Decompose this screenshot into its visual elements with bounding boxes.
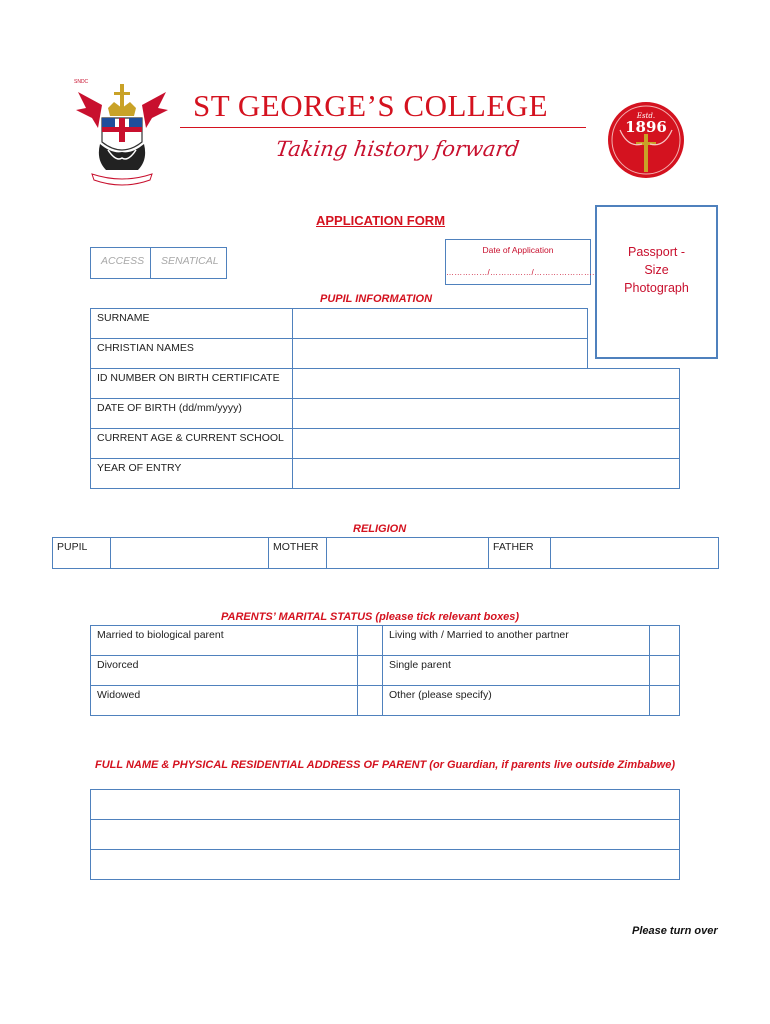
parent-address-heading: FULL NAME & PHYSICAL RESIDENTIAL ADDRESS OF PARENT (or Guardian, if parents live outside Zimbabwe) (94, 759, 675, 771)
access-option-senatical[interactable]: SENATICAL (161, 255, 219, 267)
religion-pupil-label: PUPIL (53, 538, 111, 569)
religion-mother-field[interactable] (327, 538, 489, 569)
college-motto: Taking history forward (274, 137, 521, 161)
marital-option-label: Living with / Married to another partner (383, 626, 650, 656)
table-row (91, 339, 588, 369)
date-of-birth-label: DATE OF BIRTH (dd/mm/yyyy) (91, 399, 293, 429)
form-title: APPLICATION FORM (316, 213, 446, 228)
college-name: ST GEORGE’S COLLEGE (193, 88, 549, 123)
id-number-label: ID NUMBER ON BIRTH CERTIFICATE (91, 369, 293, 399)
address-line-field[interactable] (91, 790, 680, 820)
seal-year: 1896 (625, 118, 667, 136)
table-row (91, 790, 680, 820)
parent-address-table (90, 789, 680, 880)
religion-father-label: FATHER (489, 538, 551, 569)
marital-checkbox[interactable] (650, 656, 680, 686)
table-row (91, 686, 680, 716)
address-line-field[interactable] (91, 820, 680, 850)
year-of-entry-field[interactable] (293, 459, 680, 489)
current-age-school-label: CURRENT AGE & CURRENT SCHOOL (91, 429, 293, 459)
access-type-selector (90, 247, 227, 279)
pupil-information-heading: PUPIL INFORMATION (320, 293, 433, 305)
please-turn-over-note: Please turn over (632, 925, 718, 937)
year-of-entry-label: YEAR OF ENTRY (91, 459, 293, 489)
marital-checkbox[interactable] (650, 686, 680, 716)
marital-option-label: Other (please specify) (383, 686, 650, 716)
date-of-application-box[interactable] (445, 239, 595, 285)
christian-names-label: CHRISTIAN NAMES (91, 339, 293, 369)
marital-option-label: Single parent (383, 656, 650, 686)
date-of-application-field[interactable]: ……………/……………/…………………. (446, 268, 595, 277)
date-of-birth-field[interactable] (293, 399, 680, 429)
religion-heading: RELIGION (353, 523, 407, 535)
seal-script: Estd. (636, 112, 656, 120)
photo-label-line-3: Photograph (624, 281, 689, 295)
table-row (91, 656, 680, 686)
passport-photo-box[interactable] (595, 205, 718, 359)
table-row (91, 850, 680, 880)
photo-label-line-1: Passport - (628, 245, 685, 259)
table-row (91, 626, 680, 656)
id-number-field[interactable] (293, 369, 680, 399)
religion-pupil-field[interactable] (111, 538, 269, 569)
marital-option-label: Divorced (91, 656, 358, 686)
table-row (53, 538, 719, 569)
crest-mark: SNDC (74, 79, 89, 85)
marital-checkbox[interactable] (358, 626, 383, 656)
pupil-info-table-bottom (90, 368, 680, 489)
marital-option-label: Widowed (91, 686, 358, 716)
table-row (91, 369, 680, 399)
access-option-access[interactable]: ACCESS (91, 248, 151, 278)
table-row (91, 820, 680, 850)
date-of-application-label: Date of Application (482, 245, 554, 255)
table-row (91, 309, 588, 339)
title-divider (180, 127, 586, 128)
current-age-school-field[interactable] (293, 429, 680, 459)
marital-checkbox[interactable] (650, 626, 680, 656)
religion-table (52, 537, 719, 569)
religion-mother-label: MOTHER (269, 538, 327, 569)
surname-label: SURNAME (91, 309, 293, 339)
pupil-info-table-top (90, 308, 588, 369)
table-row (91, 459, 680, 489)
surname-field[interactable] (293, 309, 588, 339)
photo-label-line-2: Size (644, 263, 669, 277)
christian-names-field[interactable] (293, 339, 588, 369)
marital-status-heading: PARENTS’ MARITAL STATUS (please tick relevant boxes) (221, 611, 520, 623)
religion-father-field[interactable] (551, 538, 719, 569)
marital-status-table (90, 625, 680, 716)
address-line-field[interactable] (91, 850, 680, 880)
marital-option-label: Married to biological parent (91, 626, 358, 656)
college-crest-logo (72, 80, 172, 192)
table-row (91, 429, 680, 459)
anniversary-seal-logo (606, 100, 686, 180)
marital-checkbox[interactable] (358, 656, 383, 686)
marital-checkbox[interactable] (358, 686, 383, 716)
table-row (91, 399, 680, 429)
